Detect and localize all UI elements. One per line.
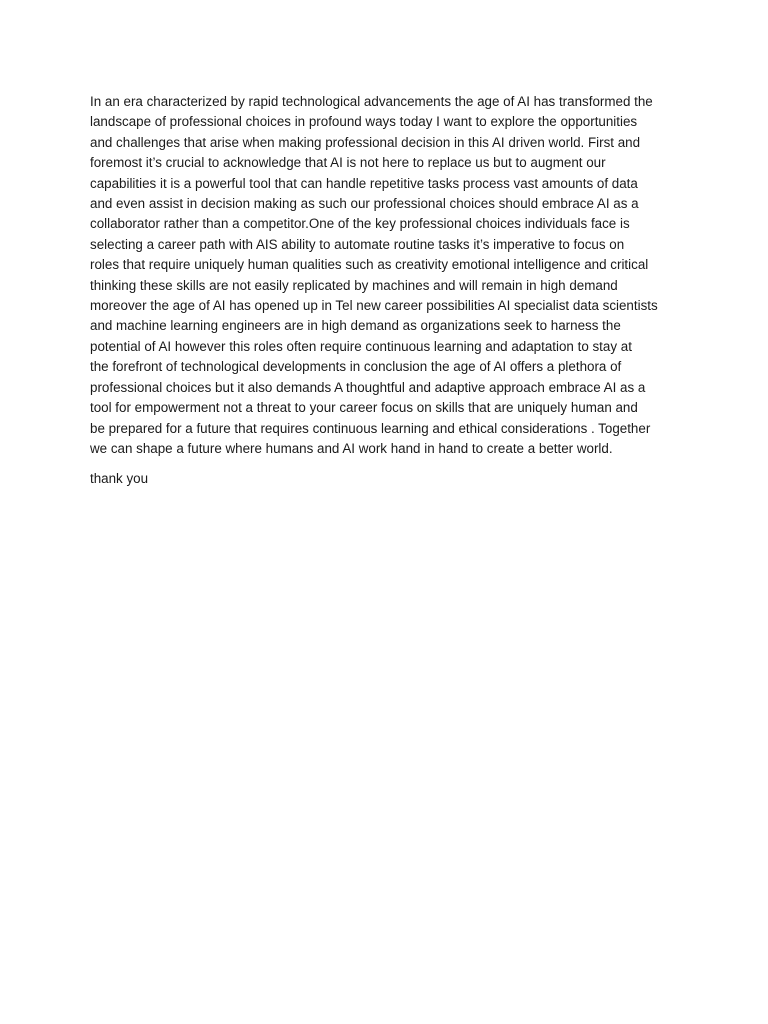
paragraph-line: the forefront of technological developments in conclusion the age of AI offers a plethora of <box>90 359 622 375</box>
paragraph-line: and challenges that arise when making professional decision in this AI driven world. First and <box>90 134 641 150</box>
paragraph-line: and even assist in decision making as such our professional choices should embrace AI as a <box>90 196 639 212</box>
paragraph-line: roles that require uniquely human qualities such as creativity emotional intelligence and critical <box>90 257 649 273</box>
closing-line: thank you <box>90 471 149 487</box>
paragraph-line: we can shape a future where humans and AI work hand in hand to create a better world. <box>90 440 613 456</box>
paragraph-line: collaborator rather than a competitor.One of the key professional choices individuals face is <box>90 216 630 232</box>
paragraph-line: capabilities it is a powerful tool that can handle repetitive tasks process vast amounts of data <box>90 175 638 191</box>
paragraph-line: foremost it’s crucial to acknowledge that AI is not here to replace us but to augment our <box>90 155 606 171</box>
body-paragraph <box>90 92 680 459</box>
paragraph-line: selecting a career path with AIS ability to automate routine tasks it’s imperative to focus on <box>90 236 625 252</box>
paragraph-line: landscape of professional choices in profound ways today I want to explore the opportunities <box>90 114 638 130</box>
paragraph-line: and machine learning engineers are in high demand as organizations seek to harness the <box>90 318 621 334</box>
paragraph-line: be prepared for a future that requires continuous learning and ethical considerations . Together <box>90 420 651 436</box>
document-body <box>90 92 680 490</box>
paragraph-line: In an era characterized by rapid technological advancements the age of AI has transformed the <box>90 94 653 109</box>
paragraph-line: professional choices but it also demands A thoughtful and adaptive approach embrace AI as a <box>90 379 646 395</box>
paragraph-line: moreover the age of AI has opened up in Tel new career possibilities AI specialist data scientists <box>90 298 658 314</box>
paragraph-line: tool for empowerment not a threat to your career focus on skills that are uniquely human and <box>90 400 638 416</box>
paragraph-line: thinking these skills are not easily replicated by machines and will remain in high demand <box>90 277 618 293</box>
paragraph-line: potential of AI however this roles often require continuous learning and adaptation to stay at <box>90 338 632 354</box>
